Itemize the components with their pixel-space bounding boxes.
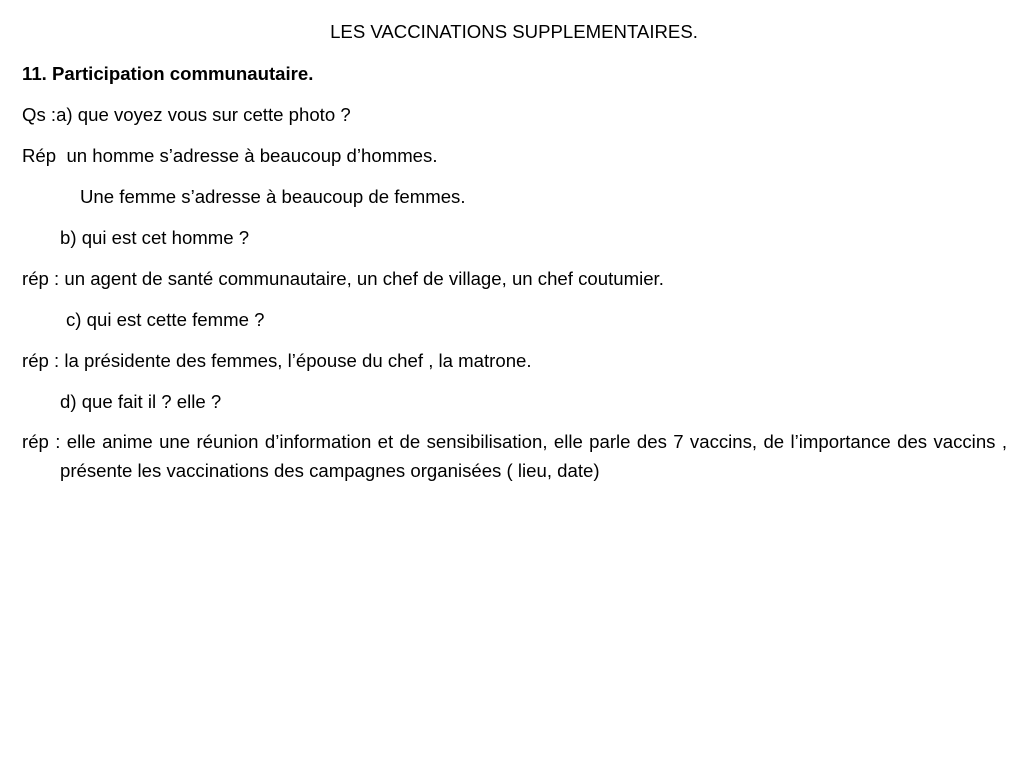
question-c: c) qui est cette femme ? xyxy=(66,309,265,330)
answer-a-line-2: Une femme s’adresse à beaucoup de femmes. xyxy=(80,186,466,207)
answer-a-line-1: Rép un homme s’adresse à beaucoup d’hommes. xyxy=(22,145,438,166)
question-d: d) que fait il ? elle ? xyxy=(60,391,222,412)
question-b: b) qui est cet homme ? xyxy=(60,227,250,248)
answer-c: rép : la présidente des femmes, l’épouse du chef , la matrone. xyxy=(22,350,532,371)
question-a: Qs :a) que voyez vous sur cette photo ? xyxy=(22,104,351,125)
section-heading: 11. Participation communautaire. xyxy=(22,63,314,84)
answer-b: rép : un agent de santé communautaire, un chef de village, un chef coutumier. xyxy=(22,268,664,289)
answer-d: rép : elle anime une réunion d’information et de sensibilisation, elle parle des 7 vaccins, de l’importance des vaccins , présente les vaccinations des campagnes organisées ( lieu, date) xyxy=(22,431,1007,481)
slide-title: LES VACCINATIONS SUPPLEMENTAIRES. xyxy=(330,21,698,42)
